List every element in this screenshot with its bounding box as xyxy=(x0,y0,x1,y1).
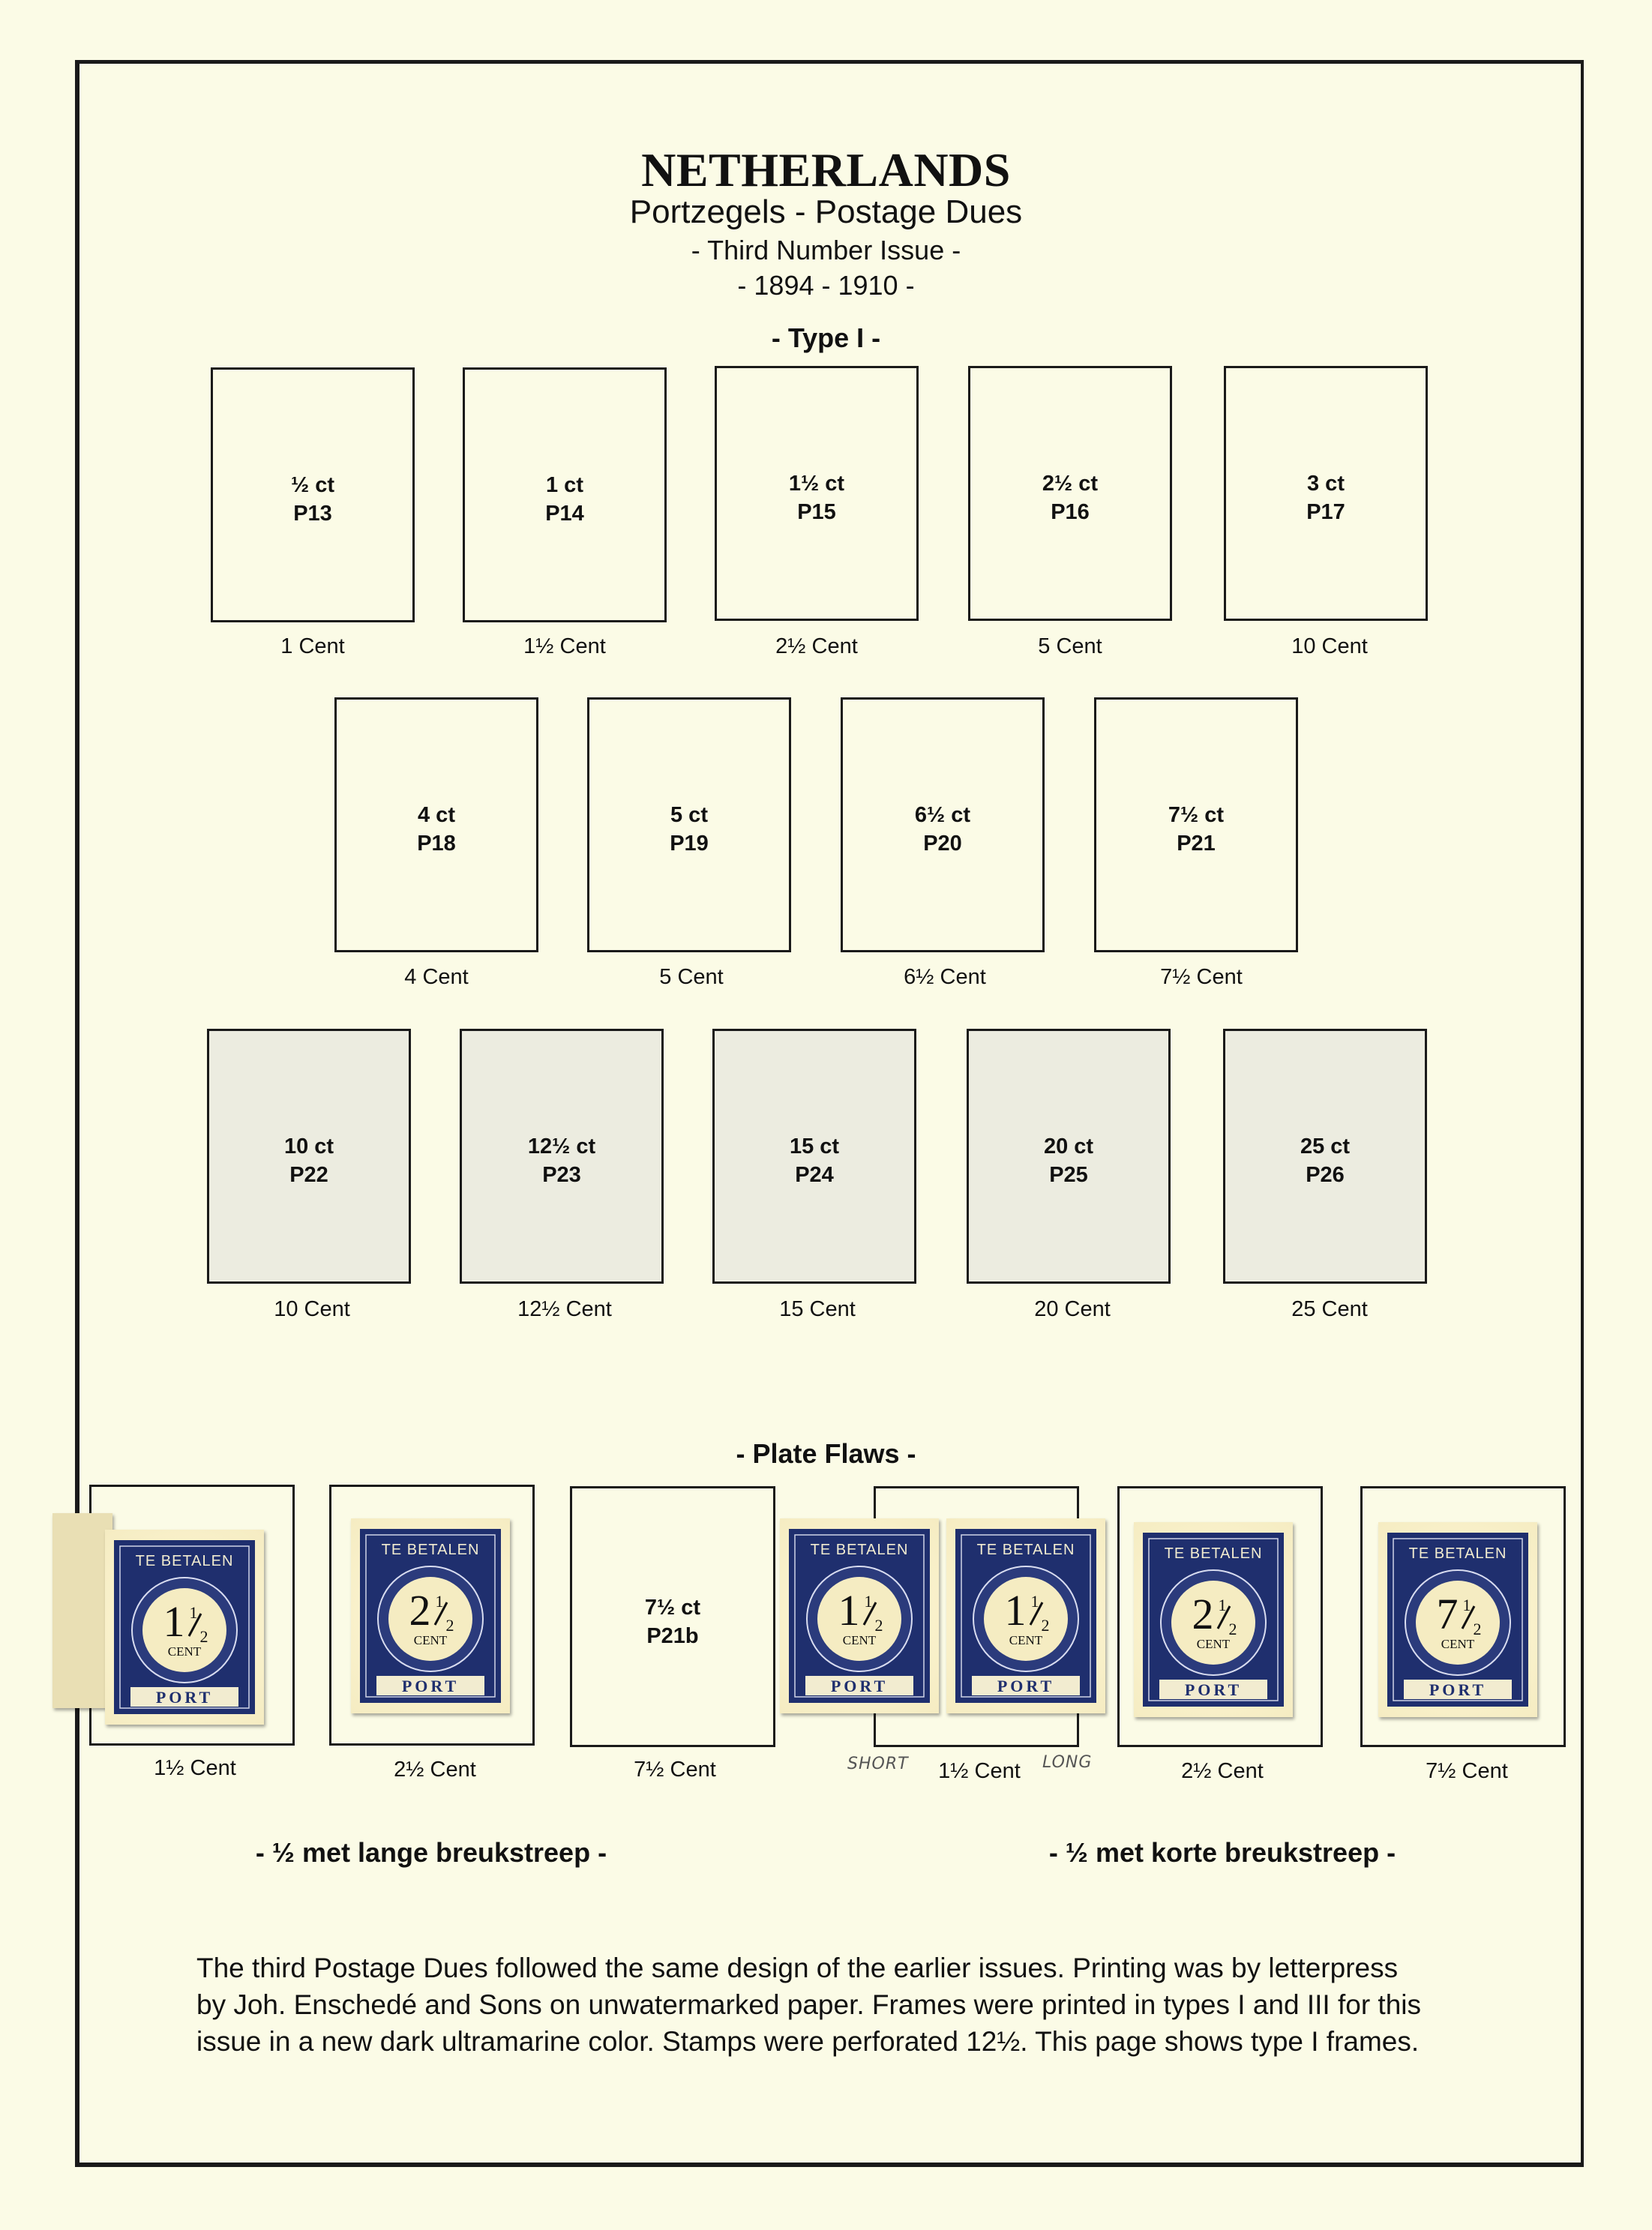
stamp-top-text: TE BETALEN xyxy=(1164,1545,1263,1562)
slot-catalog: P21b xyxy=(646,1624,699,1648)
stamp-value-whole: 7 xyxy=(1436,1590,1459,1638)
right-flaw-label: - ½ met korte breukstreep - xyxy=(1048,1837,1396,1868)
stamp-value-whole: 2 xyxy=(409,1586,431,1635)
stamp-slot xyxy=(587,697,791,952)
slot-value: 3 ct xyxy=(1307,472,1345,496)
slot-value: 20 ct xyxy=(1043,1134,1094,1158)
slot-catalog: P25 xyxy=(1049,1163,1088,1187)
slot-value: ½ ct xyxy=(290,473,335,497)
description-line: issue in a new dark ultramarine color. Stamps were perforated 12½. This page shows type I frames. xyxy=(196,2026,1420,2057)
stamp-top-text: TE BETALEN xyxy=(1408,1545,1507,1562)
stamp-slot xyxy=(1094,697,1298,952)
postage-due-stamp xyxy=(946,1518,1105,1713)
page-title: NETHERLANDS xyxy=(641,143,1011,196)
stamp-value-num: 1 xyxy=(435,1592,444,1611)
stamp-value-num: 1 xyxy=(1030,1592,1039,1611)
stamp-bottom-text: PORT xyxy=(1429,1680,1487,1699)
stamp-value-den: 2 xyxy=(1473,1620,1482,1638)
postage-due-stamp xyxy=(1134,1522,1293,1717)
stamp-slot xyxy=(712,1029,916,1284)
stamp-bottom-text: PORT xyxy=(1184,1680,1243,1699)
stamp-value-num: 1 xyxy=(189,1603,198,1622)
stamp-slot xyxy=(715,366,919,621)
stamp-slot xyxy=(841,697,1045,952)
stamp-slot xyxy=(460,1029,664,1284)
slot-value: 2½ ct xyxy=(1042,472,1099,496)
slot-catalog: P24 xyxy=(795,1163,834,1187)
stamp-bottom-text: PORT xyxy=(401,1677,460,1695)
stamp-value-den: 2 xyxy=(874,1616,883,1635)
slot-value: 1 ct xyxy=(546,473,583,497)
stamp-slot xyxy=(334,697,538,952)
stamp-cent-text: CENT xyxy=(1441,1637,1475,1651)
stamp-value-whole: 1 xyxy=(163,1597,185,1646)
slot-caption: 7½ Cent xyxy=(634,1758,716,1782)
slot-caption: 15 Cent xyxy=(779,1297,856,1321)
slot-caption: 7½ Cent xyxy=(1426,1759,1508,1783)
slot-value: 10 ct xyxy=(283,1134,334,1158)
issue-label: - Third Number Issue - xyxy=(691,235,961,265)
slot-caption: 5 Cent xyxy=(1038,634,1102,658)
slot-catalog: P20 xyxy=(923,832,962,856)
slot-caption: 25 Cent xyxy=(1291,1297,1368,1321)
postage-due-stamp xyxy=(780,1518,939,1713)
stamp-top-text: TE BETALEN xyxy=(976,1542,1075,1558)
slot-caption: 7½ Cent xyxy=(1160,965,1243,989)
stamp-bottom-text: PORT xyxy=(997,1677,1055,1695)
slot-caption: 1½ Cent xyxy=(523,634,606,658)
slot-value: 15 ct xyxy=(789,1134,840,1158)
left-flaw-label: - ½ met lange breukstreep - xyxy=(255,1837,607,1868)
type-heading: - Type I - xyxy=(771,322,881,353)
stamp-value-whole: 1 xyxy=(838,1586,860,1635)
stamp-value-den: 2 xyxy=(199,1627,208,1646)
stamp-slot xyxy=(967,1029,1171,1284)
description-line: by Joh. Enschedé and Sons on unwatermarked paper. Frames were printed in types I and III for this xyxy=(196,1989,1422,2020)
stamp-slot xyxy=(1224,366,1428,621)
description-paragraph xyxy=(196,1950,1486,2060)
stamp-top-text: TE BETALEN xyxy=(135,1553,234,1569)
slot-caption: 1 Cent xyxy=(280,634,345,658)
stamp-value-num: 1 xyxy=(864,1592,873,1611)
slot-caption: 10 Cent xyxy=(1291,634,1368,658)
slot-caption: 1½ Cent xyxy=(938,1759,1021,1783)
slot-value: 25 ct xyxy=(1300,1134,1351,1158)
slot-catalog: P23 xyxy=(542,1163,581,1187)
stamp-slot xyxy=(211,367,415,622)
stamp-slot xyxy=(463,367,667,622)
slot-value: 1½ ct xyxy=(788,472,845,496)
short-note: SHORT xyxy=(847,1755,909,1773)
long-note: LONG xyxy=(1042,1753,1093,1772)
slot-catalog: P13 xyxy=(293,502,332,526)
postage-due-stamp xyxy=(1378,1522,1537,1717)
slot-caption: 5 Cent xyxy=(659,965,724,989)
slot-value: 6½ ct xyxy=(914,803,971,827)
postage-due-stamp xyxy=(105,1530,264,1725)
slot-caption: 10 Cent xyxy=(274,1297,350,1321)
stamp-bottom-text: PORT xyxy=(830,1677,889,1695)
stamp-cent-text: CENT xyxy=(842,1633,877,1647)
page-subtitle: Portzegels - Postage Dues xyxy=(629,193,1023,230)
stamp-top-text: TE BETALEN xyxy=(381,1542,480,1558)
stamp-value-whole: 2 xyxy=(1192,1590,1214,1638)
stamp-slot xyxy=(570,1486,775,1747)
slot-catalog: P15 xyxy=(797,500,836,524)
slot-value: 12½ ct xyxy=(527,1134,596,1158)
stamp-slot xyxy=(207,1029,411,1284)
stamp-cent-text: CENT xyxy=(413,1633,448,1647)
stamp-slot xyxy=(968,366,1172,621)
stamp-value-whole: 1 xyxy=(1004,1586,1027,1635)
slot-value: 4 ct xyxy=(418,803,455,827)
slot-caption: 12½ Cent xyxy=(517,1297,612,1321)
slot-caption: 4 Cent xyxy=(404,965,469,989)
stamp-cent-text: CENT xyxy=(167,1644,202,1659)
stamp-slot xyxy=(1223,1029,1427,1284)
stamp-value-den: 2 xyxy=(445,1616,454,1635)
stamp-value-den: 2 xyxy=(1041,1616,1050,1635)
slot-caption: 1½ Cent xyxy=(154,1756,236,1780)
slot-catalog: P21 xyxy=(1177,832,1216,856)
stamp-bottom-text: PORT xyxy=(155,1688,214,1707)
description-line: The third Postage Dues followed the same design of the earlier issues. Printing was by letterpress xyxy=(196,1953,1399,1983)
stamp-partial xyxy=(52,1513,112,1708)
slot-caption: 2½ Cent xyxy=(394,1758,476,1782)
stamp-cent-text: CENT xyxy=(1009,1633,1043,1647)
stamp-value-den: 2 xyxy=(1228,1620,1237,1638)
plate-flaws-heading: - Plate Flaws - xyxy=(736,1438,916,1469)
slot-catalog: P19 xyxy=(670,832,709,856)
slot-catalog: P22 xyxy=(289,1163,328,1187)
years-label: - 1894 - 1910 - xyxy=(737,270,915,301)
slot-caption: 2½ Cent xyxy=(1181,1759,1264,1783)
slot-catalog: P16 xyxy=(1051,500,1090,524)
slot-catalog: P18 xyxy=(417,832,456,856)
stamp-cent-text: CENT xyxy=(1196,1637,1231,1651)
slot-value: 7½ ct xyxy=(1168,803,1225,827)
slot-catalog: P14 xyxy=(545,502,584,526)
postage-due-stamp xyxy=(351,1518,510,1713)
slot-caption: 6½ Cent xyxy=(904,965,986,989)
stamp-top-text: TE BETALEN xyxy=(810,1542,909,1558)
slot-catalog: P26 xyxy=(1306,1163,1345,1187)
slot-caption: 2½ Cent xyxy=(775,634,858,658)
slot-value: 5 ct xyxy=(670,803,708,827)
slot-catalog: P17 xyxy=(1306,500,1345,524)
slot-caption: 20 Cent xyxy=(1034,1297,1111,1321)
slot-value: 7½ ct xyxy=(644,1596,701,1620)
stamp-value-num: 1 xyxy=(1218,1596,1227,1614)
stamp-value-num: 1 xyxy=(1462,1596,1471,1614)
